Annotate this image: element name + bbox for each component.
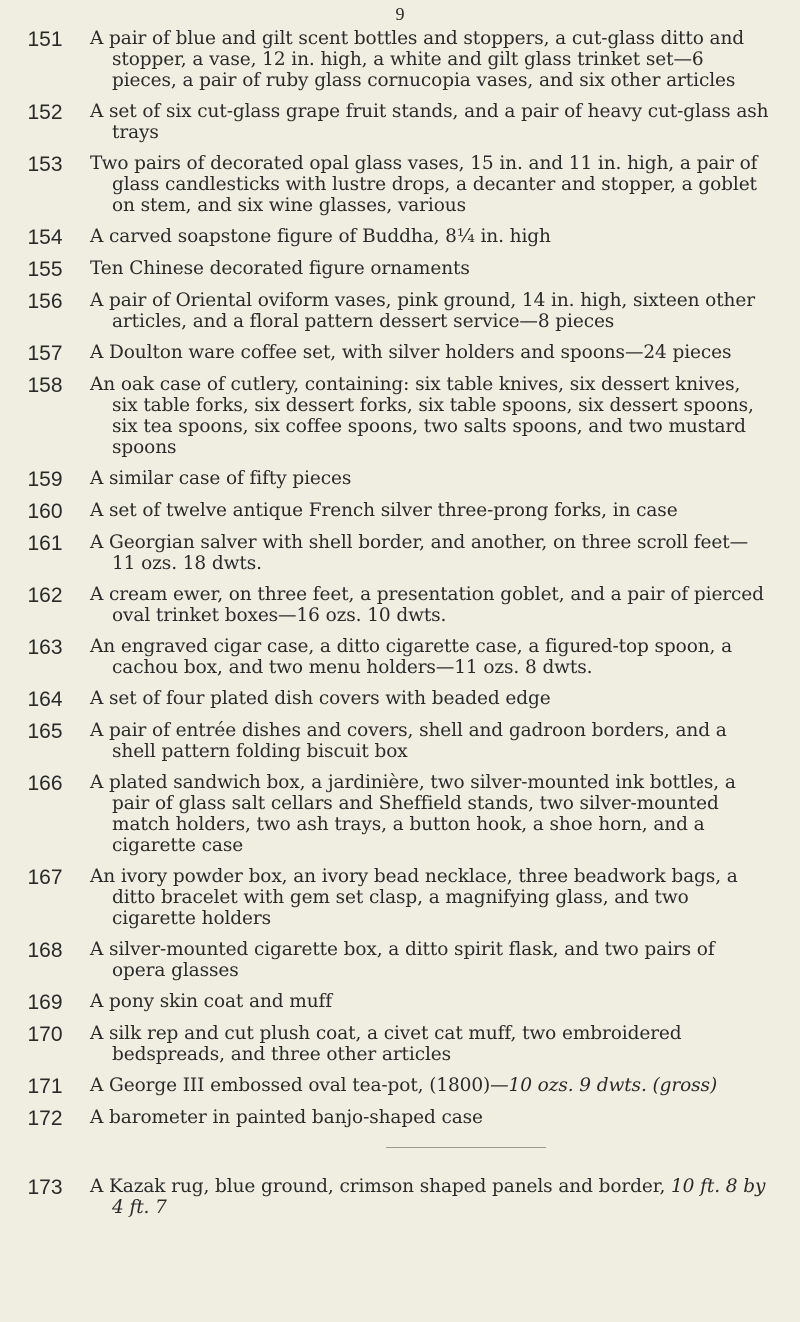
lot-description: Two pairs of decorated opal glass vases, 15 in. and 11 in. high, a pair of glass candlesticks with lustre drops, a decanter and stopper, a goblet on stem, and six wine glasses, various: [90, 153, 758, 216]
lot-description: A pair of blue and gilt scent bottles and stoppers, a cut-glass ditto and stopper, a vase, 12 in. high, a white and gilt glass trinket set—6 pieces, a pair of ruby glass cornucopia vases, and six other articles: [90, 28, 745, 91]
lot-number: 169: [27, 991, 63, 1014]
lot-number: 157: [27, 342, 63, 365]
lot-entry: [0, 939, 800, 981]
lot-number: 168: [27, 939, 63, 962]
lot-number: 164: [27, 688, 63, 711]
lot-entry: [0, 532, 800, 574]
section-divider: [386, 1147, 546, 1148]
lot-entry: [0, 584, 800, 626]
lot-description: A Georgian salver with shell border, and another, on three scroll feet—11 ozs. 18 dwts.: [90, 532, 748, 574]
lot-entry: [0, 772, 800, 856]
lot-description: A plated sandwich box, a jardinière, two silver-mounted ink bottles, a pair of glass salt cellars and Sheffield stands, two silver-mounted match holders, two ash trays, a button hook, a shoe horn, and a cigarette case: [90, 772, 736, 856]
lot-entry: [0, 1023, 800, 1065]
lot-entry: [0, 101, 800, 143]
lot-entry: [0, 290, 800, 332]
lot-description: A barometer in painted banjo-shaped case: [90, 1107, 483, 1128]
lot-description: A carved soapstone figure of Buddha, 8¼ in. high: [90, 226, 551, 247]
lot-description: Ten Chinese decorated figure ornaments: [90, 258, 470, 279]
lot-entry: [0, 1176, 800, 1218]
lot-entry: [0, 720, 800, 762]
lot-entry: [0, 28, 800, 91]
lot-entry: [0, 636, 800, 678]
lot-entry: [0, 1107, 800, 1129]
lot-number: 172: [27, 1107, 63, 1130]
lot-entry: [0, 468, 800, 490]
lot-number: 158: [27, 374, 63, 397]
lot-number: 155: [27, 258, 63, 281]
lot-description: A set of four plated dish covers with beaded edge: [90, 688, 551, 709]
lot-number: 162: [27, 584, 63, 607]
lot-entry: [0, 866, 800, 929]
lot-number: 153: [27, 153, 63, 176]
lot-description: A set of twelve antique French silver three-prong forks, in case: [90, 500, 678, 521]
lot-number: 167: [27, 866, 63, 889]
lot-description-main: A George III embossed oval tea-pot, (1800)—: [90, 1075, 509, 1096]
lot-description: An ivory powder box, an ivory bead necklace, three beadwork bags, a ditto bracelet with gem set clasp, a magnifying glass, and two cigarette holders: [90, 866, 738, 929]
lot-description: A silver-mounted cigarette box, a ditto spirit flask, and two pairs of opera glasses: [90, 939, 715, 981]
lot-number: 152: [27, 101, 63, 124]
lot-entry: [0, 688, 800, 710]
lot-number: 163: [27, 636, 63, 659]
lot-number: 161: [27, 532, 63, 555]
lot-weight: 10 ozs. 9 dwts. (gross): [508, 1075, 718, 1096]
lot-number: 165: [27, 720, 63, 743]
lot-description: A set of six cut-glass grape fruit stands, and a pair of heavy cut-glass ash trays: [90, 101, 769, 143]
lot-number: 166: [27, 772, 63, 795]
page-number: 9: [395, 4, 405, 24]
lot-entry: [0, 374, 800, 458]
lot-entry: [0, 342, 800, 364]
catalogue-list: [0, 28, 800, 1228]
lot-description: [90, 1176, 770, 1218]
lot-entry: [0, 1075, 800, 1097]
lot-entry: [0, 258, 800, 280]
lot-description: A similar case of fifty pieces: [90, 468, 352, 489]
lot-description: A pair of entrée dishes and covers, shell and gadroon borders, and a shell pattern folding biscuit box: [90, 720, 727, 762]
lot-number: 159: [27, 468, 63, 491]
lot-description-main: A Kazak rug, blue ground, crimson shaped panels and border,: [90, 1176, 672, 1197]
lot-number: 156: [27, 290, 63, 313]
lot-description: A Doulton ware coffee set, with silver holders and spoons—24 pieces: [90, 342, 732, 363]
lot-entry: [0, 991, 800, 1013]
lot-number: 154: [27, 226, 63, 249]
lot-description: A pony skin coat and muff: [90, 991, 333, 1012]
lot-number: 151: [27, 28, 63, 51]
lot-entry: [0, 226, 800, 248]
lot-description: An oak case of cutlery, containing: six table knives, six dessert knives, six table forks, six dessert forks, six table spoons, six dessert spoons, six tea spoons, six coffee spoons, two salts spoons, and two mustard spoons: [90, 374, 754, 458]
lot-description: An engraved cigar case, a ditto cigarette case, a figured-top spoon, a cachou box, and two menu holders—11 ozs. 8 dwts.: [90, 636, 733, 678]
lot-dimensions: 10 ft. 8 by 4 ft. 7: [112, 1176, 766, 1218]
lot-number: 160: [27, 500, 63, 523]
lot-number: 173: [27, 1176, 63, 1199]
lot-entry: [0, 153, 800, 216]
lot-description: A silk rep and cut plush coat, a civet cat muff, two embroidered bedspreads, and three other articles: [90, 1023, 682, 1065]
lot-description: A pair of Oriental oviform vases, pink ground, 14 in. high, sixteen other articles, and a floral pattern dessert service—8 pieces: [90, 290, 755, 332]
lot-number: 170: [27, 1023, 63, 1046]
lot-description: [90, 1075, 770, 1096]
lot-number: 171: [27, 1075, 63, 1098]
lot-entry: [0, 500, 800, 522]
lot-description: A cream ewer, on three feet, a presentation goblet, and a pair of pierced oval trinket boxes—16 ozs. 10 dwts.: [90, 584, 764, 626]
